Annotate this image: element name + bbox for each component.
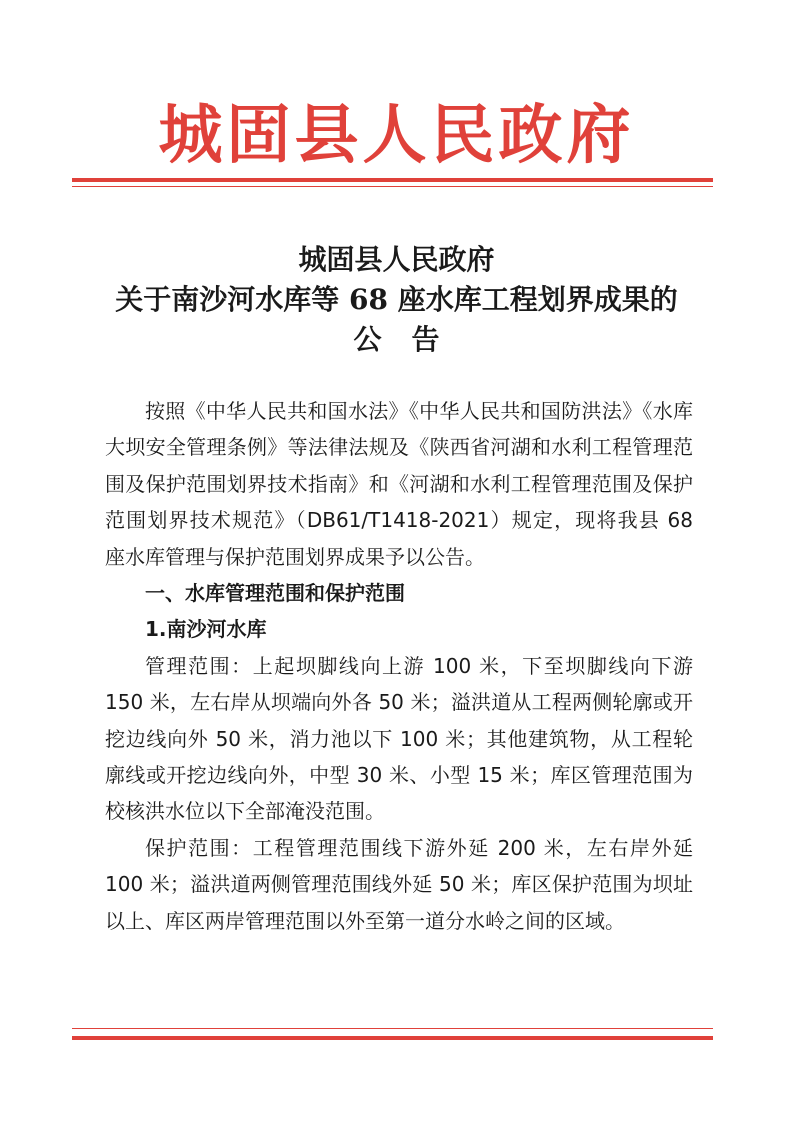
government-masthead: 城固县人民政府	[158, 98, 635, 173]
masthead-red-rule-thin	[72, 186, 713, 187]
notice-body	[105, 393, 693, 939]
notice-title-line-1: 城固县人民政府	[298, 243, 495, 276]
footer-red-rule	[72, 1036, 713, 1040]
notice-title	[0, 240, 793, 360]
footer-red-rule-thin	[72, 1028, 713, 1029]
section-heading: 一、水库管理范围和保护范围	[145, 581, 405, 606]
intro-paragraph: 按照《中华人民共和国水法》《中华人民共和国防洪法》《水库大坝安全管理条例》等法律法规及《陕西省河湖和水利工程管理范围及保护范围划界技术指南》和《河湖和水利工程管理范围及保护范围划界技术规范》（DB61/T1418-2021）规定，现将我县 68 座水库管理与保护范围划界成果予以公告。	[105, 399, 693, 569]
masthead-red-rule	[72, 178, 713, 182]
notice-title-line-2: 关于南沙河水库等 68 座水库工程划界成果的	[115, 283, 678, 316]
management-scope-paragraph: 管理范围：上起坝脚线向上游 100 米，下至坝脚线向下游 150 米，左右岸从坝端向外各 50 米；溢洪道从工程两侧轮廓或开挖边线向外 50 米，消力池以下 100 米；其他建筑物，从工程轮廓线或开挖边线向外，中型 30 米、小型 15 米；库区管理范围为校核洪水位以下全部淹没范围。	[105, 653, 693, 824]
notice-title-line-3: 公告	[353, 323, 470, 356]
protection-scope-paragraph: 保护范围：工程管理范围线下游外延 200 米，左右岸外延 100 米；溢洪道两侧管理范围线外延 50 米；库区保护范围为坝址以上、库区两岸管理范围以外至第一道分水岭之间的区域。	[105, 835, 693, 933]
subsection-heading: 1.南沙河水库	[145, 617, 267, 642]
